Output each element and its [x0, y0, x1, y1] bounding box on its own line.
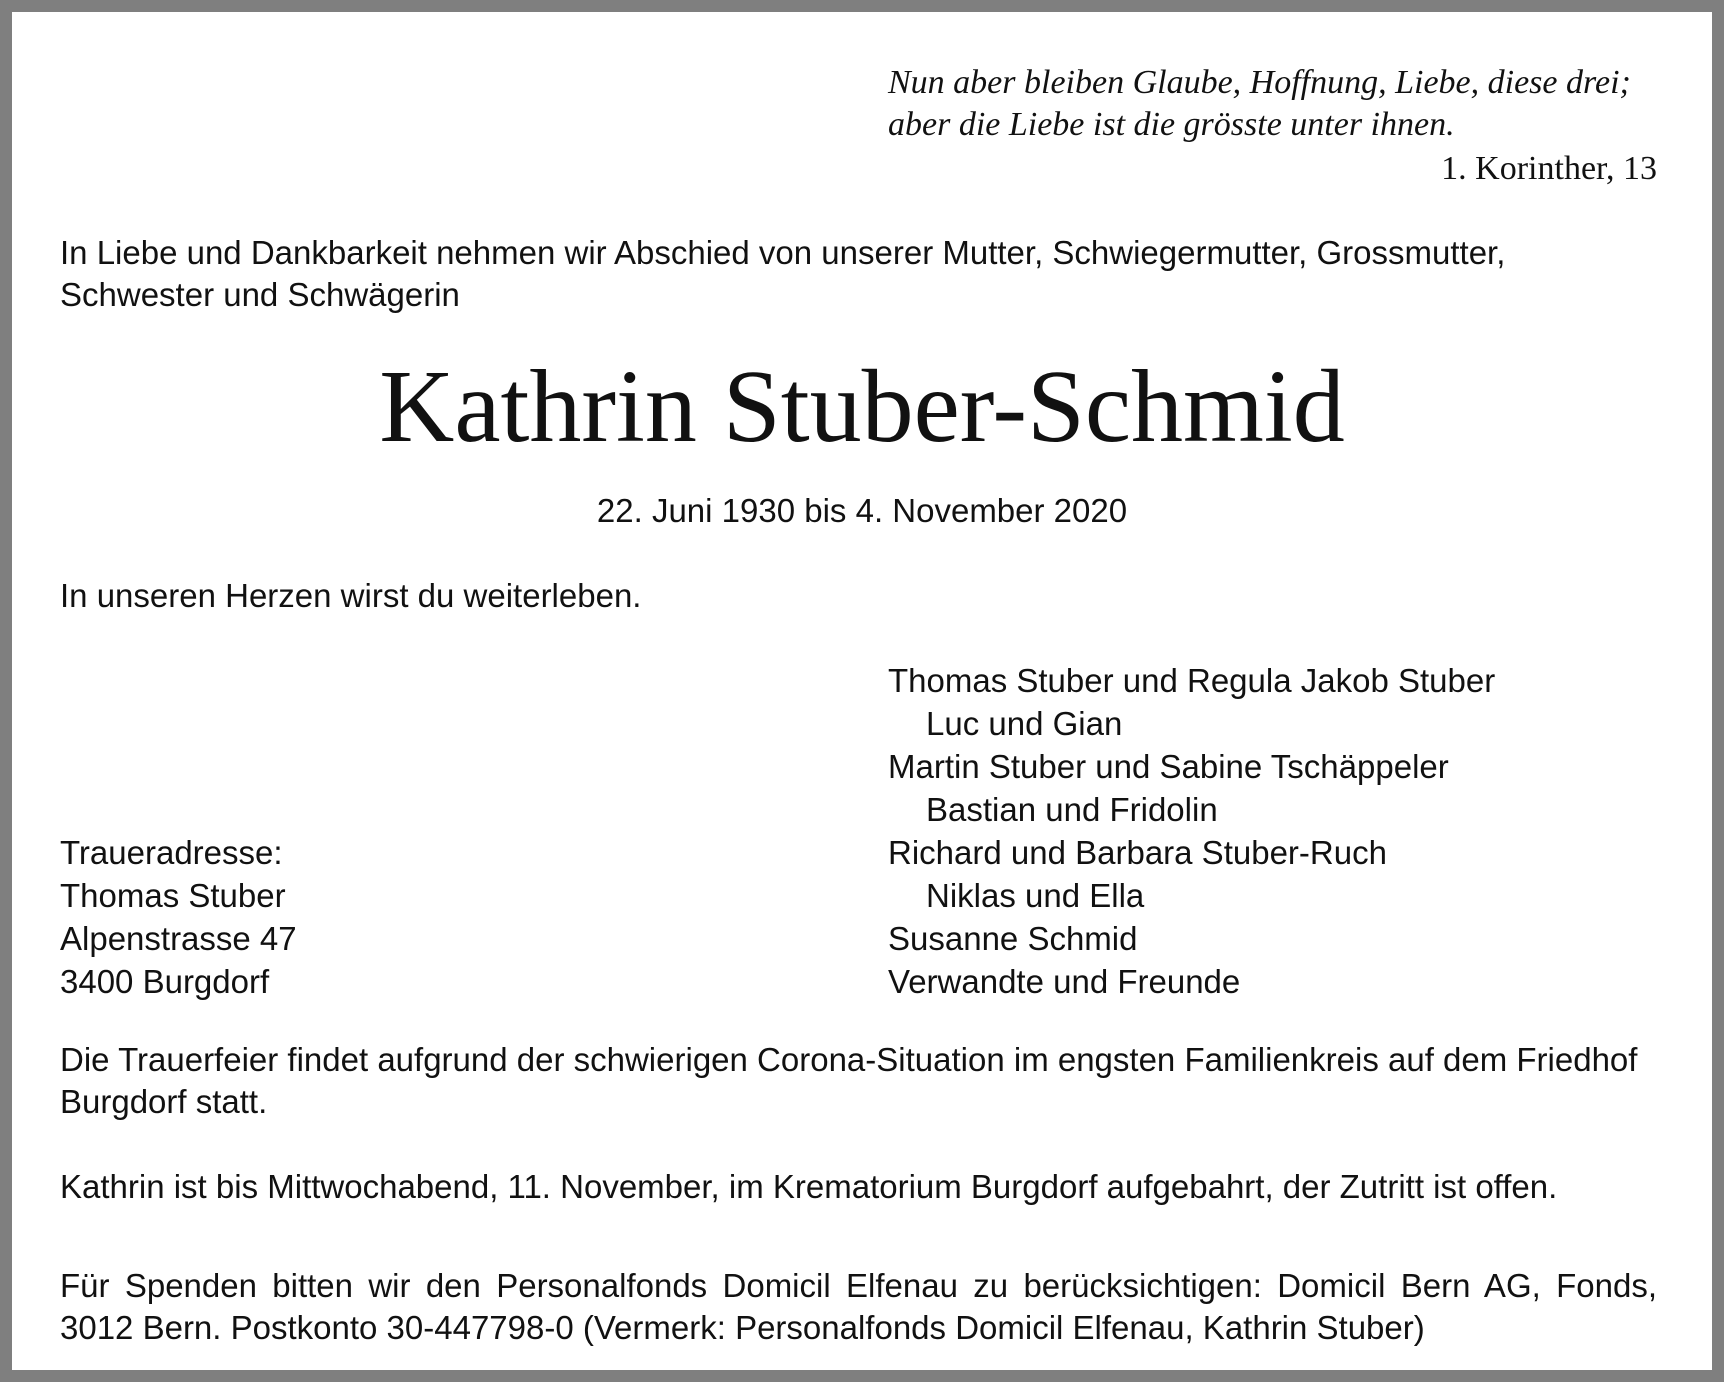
bible-quote — [888, 62, 1668, 146]
address-line: Alpenstrasse 47 — [60, 920, 297, 957]
quote-line-2: aber die Liebe ist die grösste unter ihnen. — [888, 106, 1455, 143]
donations-info: Für Spenden bitten wir den Personalfonds Domicil Elfenau zu berücksichtigen: Domicil Bern AG, Fonds, 3012 Bern. Postkonto 30-447798-0 (Vermerk: Personalfonds Domicil Elfenau, Kathrin Stuber) — [60, 1267, 1657, 1346]
life-dates: 22. Juni 1930 bis 4. November 2020 — [596, 492, 1128, 529]
family-member: Bastian und Fridolin — [926, 791, 1218, 828]
family-member: Niklas und Ella — [926, 877, 1145, 914]
family-member: Martin Stuber und Sabine Tschäppeler — [888, 748, 1449, 785]
family-member: Susanne Schmid — [888, 920, 1138, 957]
deceased-name: Kathrin Stuber-Schmid — [379, 349, 1345, 464]
mourning-address — [60, 831, 297, 1003]
address-line: Thomas Stuber — [60, 877, 286, 914]
family-member: Richard und Barbara Stuber-Ruch — [888, 834, 1387, 871]
family-member: Luc und Gian — [926, 705, 1123, 742]
family-member: Thomas Stuber und Regula Jakob Stuber — [888, 662, 1496, 699]
family-member: Verwandte und Freunde — [888, 963, 1241, 1000]
family-list — [888, 659, 1495, 1003]
funeral-info: Die Trauerfeier findet aufgrund der schwierigen Corona-Situation im engsten Familienkreis auf dem Friedhof Burgdorf statt. — [60, 1041, 1638, 1120]
address-label: Traueradresse: — [60, 834, 283, 871]
obituary-notice — [12, 12, 1712, 1370]
quote-line-1: Nun aber bleiben Glaube, Hoffnung, Liebe, diese drei; — [888, 64, 1631, 101]
quote-reference: 1. Korinther, 13 — [1441, 150, 1657, 187]
intro-text: In Liebe und Dankbarkeit nehmen wir Abschied von unserer Mutter, Schwiegermutter, Grossmutter, Schwester und Schwägerin — [60, 234, 1506, 313]
address-line: 3400 Burgdorf — [60, 963, 270, 1000]
viewing-info: Kathrin ist bis Mittwochabend, 11. November, im Krematorium Burgdorf aufgebahrt, der Zutritt ist offen. — [60, 1168, 1558, 1205]
motto-text: In unseren Herzen wirst du weiterleben. — [60, 577, 642, 614]
